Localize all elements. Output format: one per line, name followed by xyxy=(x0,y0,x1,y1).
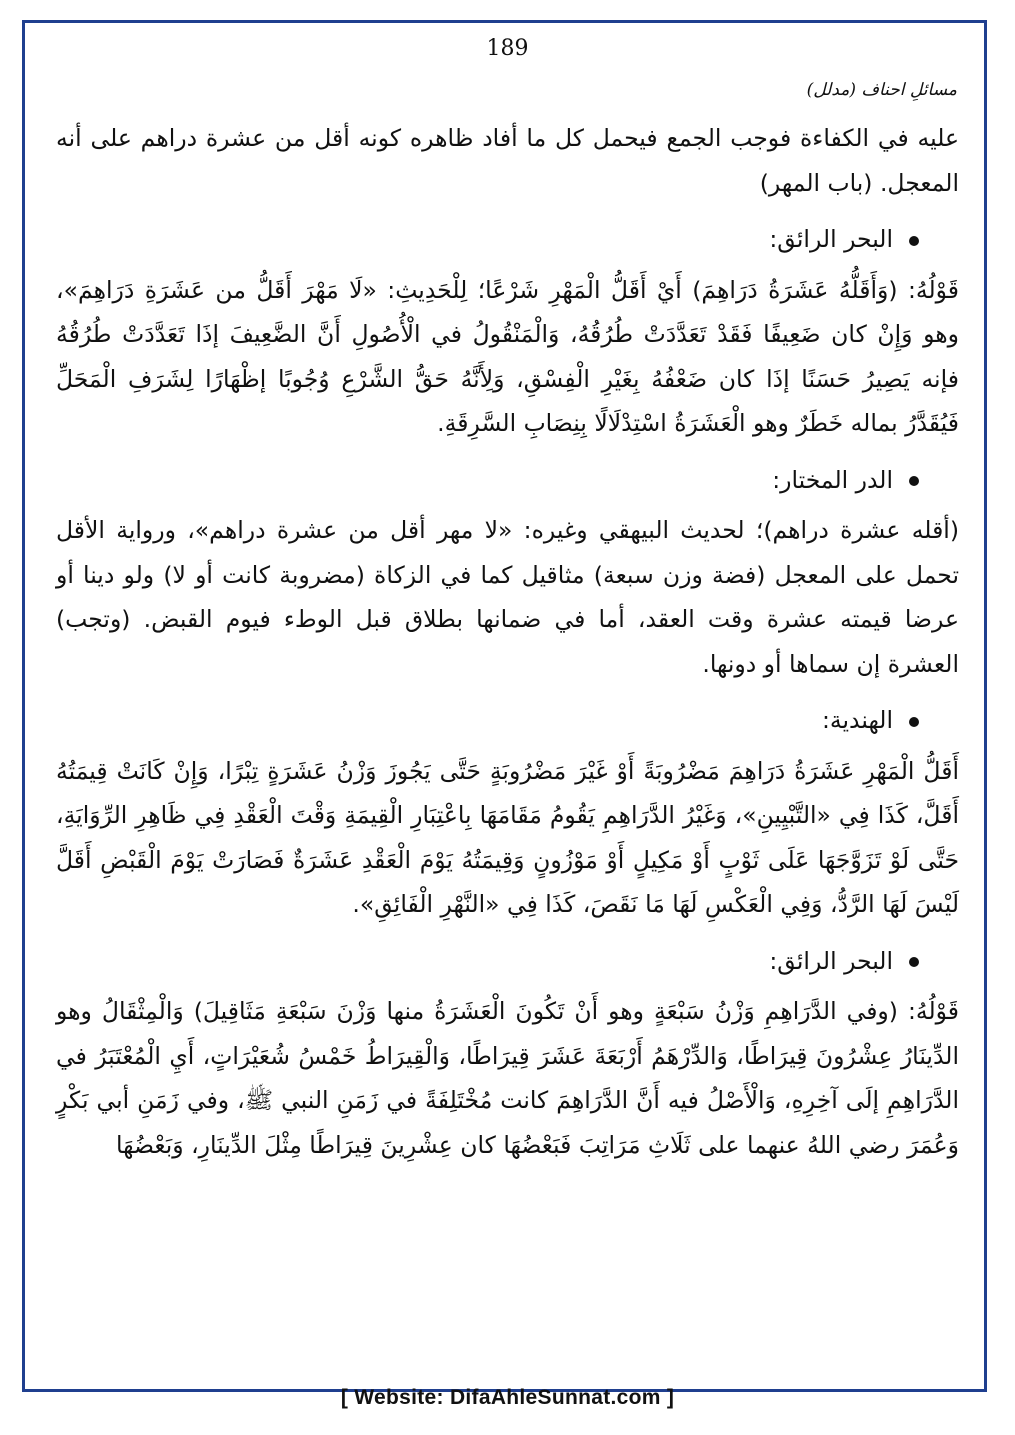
bullet-icon xyxy=(909,476,919,486)
page-content xyxy=(56,116,959,1167)
heading-text: الهندية: xyxy=(821,706,893,734)
heading-text: البحر الرائق: xyxy=(769,946,893,975)
heading-text: البحر الرائق: xyxy=(769,225,893,253)
heading-text: الدر المختار: xyxy=(772,465,893,494)
section-heading-bahr-1 xyxy=(56,217,959,262)
section-heading-hindiyya xyxy=(56,698,959,743)
bullet-icon xyxy=(909,236,919,246)
running-header: مسائلِ احناف (مدلل) xyxy=(806,80,957,100)
paragraph-bahr-1: قَوْلُهُ: (وَأَقَلُّهُ عَشَرَةُ دَرَاهِمَ) أَيْ أَقَلُّ الْمَهْرِ شَرْعًا؛ لِلْحَدِيثِ: «لَا مَهْرَ أَقَلُّ من عَشَرَةِ دَرَاهِمَ»، وهو وَإِنْ كان ضَعِيفًا فَقَدْ تَعَدَّدَتْ طُرُقُهُ، وَالْمَنْقُولُ في الْأُصُولِ أَنَّ الضَّعِيفَ إذَا تَعَدَّدَتْ طُرُقُهُ فإنه يَصِيرُ حَسَنًا إذَا كان ضَعْفُهُ بِغَيْرِ الْفِسْقِ، وَلِأَنَّهُ حَقُّ الشَّرْعِ وُجُوبًا إظْهَارًا لِشَرَفِ الْمَحَلِّ فَيُقَدَّرُ بماله خَطَرٌ وهو الْعَشَرَةُ اسْتِدْلَالًا بِنِصَابِ السَّرِقَةِ. xyxy=(56,275,959,437)
paragraph-durr: (أقله عشرة دراهم)؛ لحديث البيهقي وغيره: «لا مهر أقل من عشرة دراهم»، ورواية الأقل تحمل على المعجل (فضة وزن سبعة) مثاقيل كما في الزكاة (مضروبة كانت أو لا) ولو دينا أو عرضا قيمته عشرة وقت العقد، أما في ضمانها بطلاق قبل الوطء فيوم القبض. (وتجب) العشرة إن سماها أو دونها. xyxy=(56,516,959,678)
website-footer: [ Website: DifaAhleSunnat.com ] xyxy=(340,1386,675,1409)
paragraph-hindiyya: أَقَلُّ الْمَهْرِ عَشَرَةُ دَرَاهِمَ مَضْرُوبَةً أَوْ غَيْرَ مَضْرُوبَةٍ حَتَّى يَجُوزَ وَزْنُ عَشَرَةٍ تِبْرًا، وَإِنْ كَانَتْ قِيمَتُهُ أَقَلَّ، كَذَا فِي «التَّبْيِينِ»، وَغَيْرُ الدَّرَاهِمِ يَقُومُ مَقَامَهَا بِاعْتِبَارِ الْقِيمَةِ وَقْتَ الْعَقْدِ فِي ظَاهِرِ الرِّوَايَةِ، حَتَّى لَوْ تَزَوَّجَهَا عَلَى ثَوْبٍ أَوْ مَكِيلٍ أَوْ مَوْزُونٍ وَقِيمَتُهُ يَوْمَ الْعَقْدِ عَشَرَةٌ فَصَارَتْ يَوْمَ الْقَبْضِ أَقَلَّ لَيْسَ لَهَا الرَّدُّ، وَفِي الْعَكْسِ لَهَا مَا نَقَصَ، كَذَا فِي «النَّهْرِ الْفَائِقِ». xyxy=(56,756,959,918)
paragraph-bahr-2: قَوْلُهُ: (وفي الدَّرَاهِمِ وَزْنُ سَبْعَةٍ وهو أَنْ تَكُونَ الْعَشَرَةُ منها وَزْنَ سَبْعَةِ مَثَاقِيلَ) وَالْمِثْقَالُ وهو الدِّينَارُ عِشْرُونَ قِيرَاطًا، وَالدِّرْهَمُ أَرْبَعَةَ عَشَرَ قِيرَاطًا، وَالْقِيرَاطُ خَمْسُ شُعَيْرَاتٍ، أَيِ الْمُعْتَبَرُ في الدَّرَاهِمِ إلَى آخِرِهِ، وَالْأَصْلُ فيه أَنَّ الدَّرَاهِمَ كانت مُخْتَلِفَةً في زَمَنِ النبي ﷺ، وفي زَمَنِ أبي بَكْرٍ وَعُمَرَ رضي اللهُ عنهما على ثَلَاثِ مَرَاتِبَ فَبَعْضُهَا كان عِشْرِينَ قِيرَاطًا مِثْلَ الدِّينَارِ، وَبَعْضُهَا xyxy=(56,997,959,1159)
bullet-icon xyxy=(909,957,919,967)
intro-paragraph: عليه في الكفاءة فوجب الجمع فيحمل كل ما أفاد ظاهره كونه أقل من عشرة دراهم على أنه المعجل. (باب المهر) xyxy=(56,124,959,197)
page-number: 189 xyxy=(486,36,529,61)
section-heading-durr xyxy=(56,458,959,503)
bullet-icon xyxy=(909,717,919,727)
section-heading-bahr-2 xyxy=(56,939,959,984)
